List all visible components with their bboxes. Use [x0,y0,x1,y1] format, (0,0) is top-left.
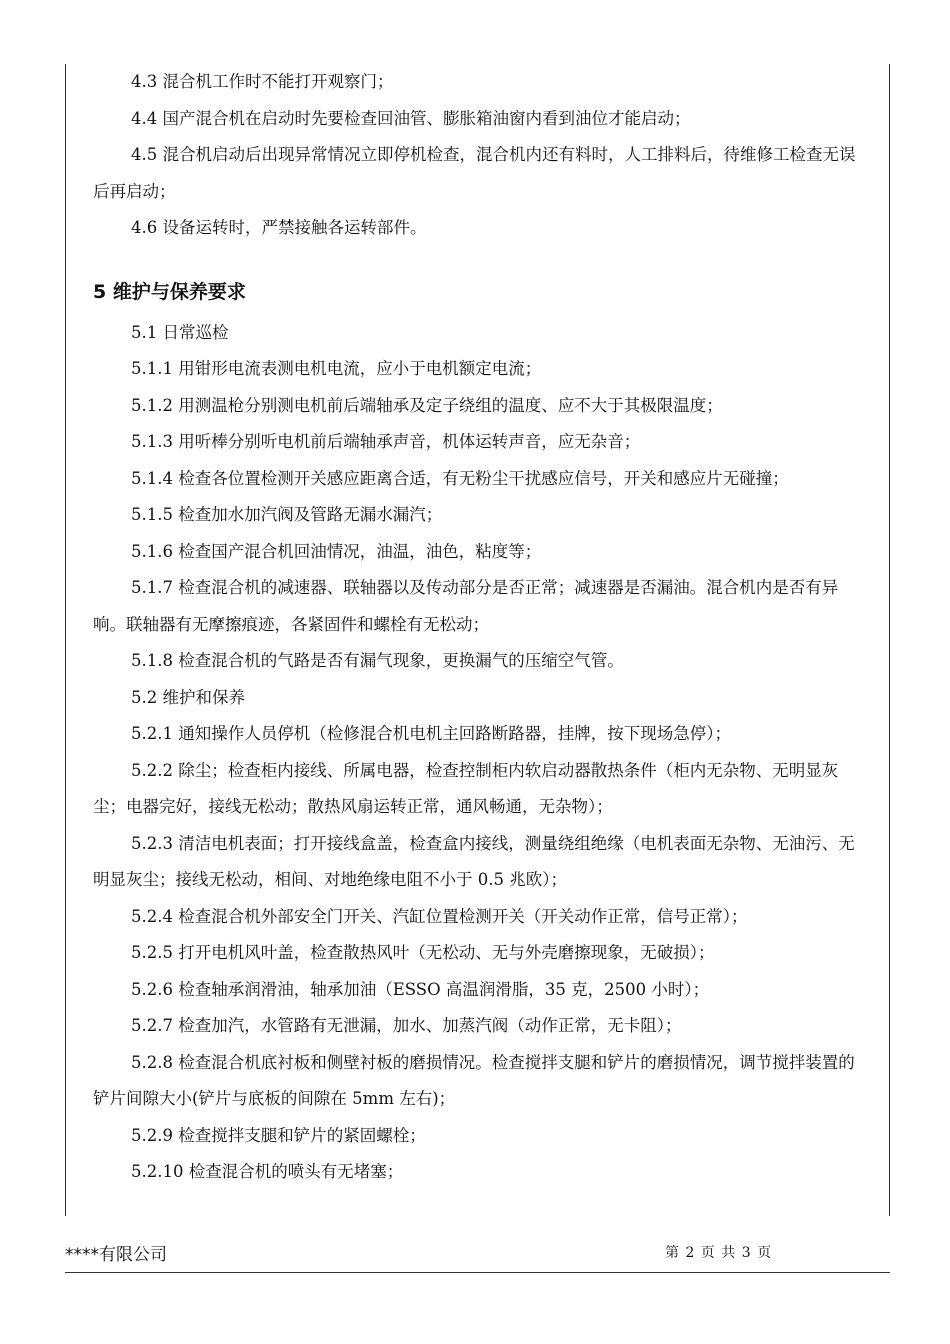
paragraph: 5.1.3 用听棒分别听电机前后端轴承声音，机体运转声音，应无杂音； [131,432,641,451]
paragraph: 5.2.9 检查搅拌支腿和铲片的紧固螺栓； [131,1125,426,1145]
section-heading: 5 维护与保养要求 [93,280,246,303]
paragraph: 5.2.5 打开电机风叶盖，检查散热风叶（无松动、无与外壳磨擦现象，无破损）； [131,943,715,962]
paragraph: 5.2.7 检查加汽，水管路有无泄漏，加水、加蒸汽阀（动作正常，无卡阻）； [131,1016,682,1035]
paragraph: 5.2 维护和保养 [131,687,245,707]
paragraph: 5.1.4 检查各位置检测开关感应距离合适，有无粉尘干扰感应信号，开关和感应片无碰撞； [131,468,789,488]
paragraph: 4.4 国产混合机在启动时先要检查回油管、膨胀箱油窗内看到油位才能启动； [131,108,691,128]
paragraph: 5.2.10 检查混合机的喷头有无堵塞； [131,1162,404,1181]
paragraph: 5.1 日常巡检 [131,322,229,342]
paragraph: 5.1.5 检查加水加汽阀及管路无漏水漏汽； [131,505,443,524]
paragraph: 5.2.6 检查轴承润滑油，轴承加油（ESSO 高温润滑脂，35 克，2500 小时）； [131,979,710,999]
paragraph: 5.2.3 清洁电机表面；打开接线盒盖，检查盒内接线，测量绕组绝缘（电机表面无杂物、无油污、无明显灰尘；接线无松动，相间、对地绝缘电阻不小于 0.5 兆欧）； [93,833,855,889]
paragraph: 4.6 设备运转时，严禁接触各运转部件。 [131,218,427,237]
paragraph: 5.2.1 通知操作人员停机（检修混合机电机主回路断路器，挂牌，按下现场急停）； [131,724,731,743]
paragraph: 5.2.8 检查混合机底衬板和侧壁衬板的磨损情况。检查搅拌支腿和铲片的磨损情况，调节搅拌装置的铲片间隙大小(铲片与底板的间隙在 5mm 左右)； [93,1052,855,1108]
section4-paragraphs [93,64,863,247]
document-body [93,64,863,1191]
paragraph: 4.5 混合机启动后出现异常情况立即停机检查，混合机内还有料时，人工排料后，待维修工检查无误后再启动； [93,145,856,201]
paragraph: 5.1.6 检查国产混合机回油情况，油温，油色，粘度等； [131,541,542,561]
section5-paragraphs [93,315,863,1191]
paragraph: 5.2.2 除尘；检查柜内接线、所属电器，检查控制柜内软启动器散热条件（柜内无杂物、无明显灰尘；电器完好，接线无松动；散热风扇运转正常，通风畅通，无杂物）； [93,760,839,816]
paragraph: 5.1.7 检查混合机的减速器、联轴器以及传动部分是否正常；减速器是否漏油。混合机内是否有异响。联轴器有无摩擦痕迹，各紧固件和螺栓有无松动； [93,578,839,634]
page-footer [65,1238,890,1273]
paragraph: 5.1.2 用测温枪分别测电机前后端轴承及定子绕组的温度、应不大于其极限温度； [131,395,723,415]
paragraph: 5.1.1 用钳形电流表测电机电流，应小于电机额定电流； [131,359,542,378]
company-name: ****有限公司 [65,1245,167,1265]
paragraph: 4.3 混合机工作时不能打开观察门； [131,72,394,91]
page-number: 第 2 页 共 3 页 [665,1245,773,1261]
paragraph: 5.2.4 检查混合机外部安全门开关、汽缸位置检测开关（开关动作正常，信号正常）； [131,906,748,926]
paragraph: 5.1.8 检查混合机的气路是否有漏气现象，更换漏气的压缩空气管。 [131,651,624,670]
